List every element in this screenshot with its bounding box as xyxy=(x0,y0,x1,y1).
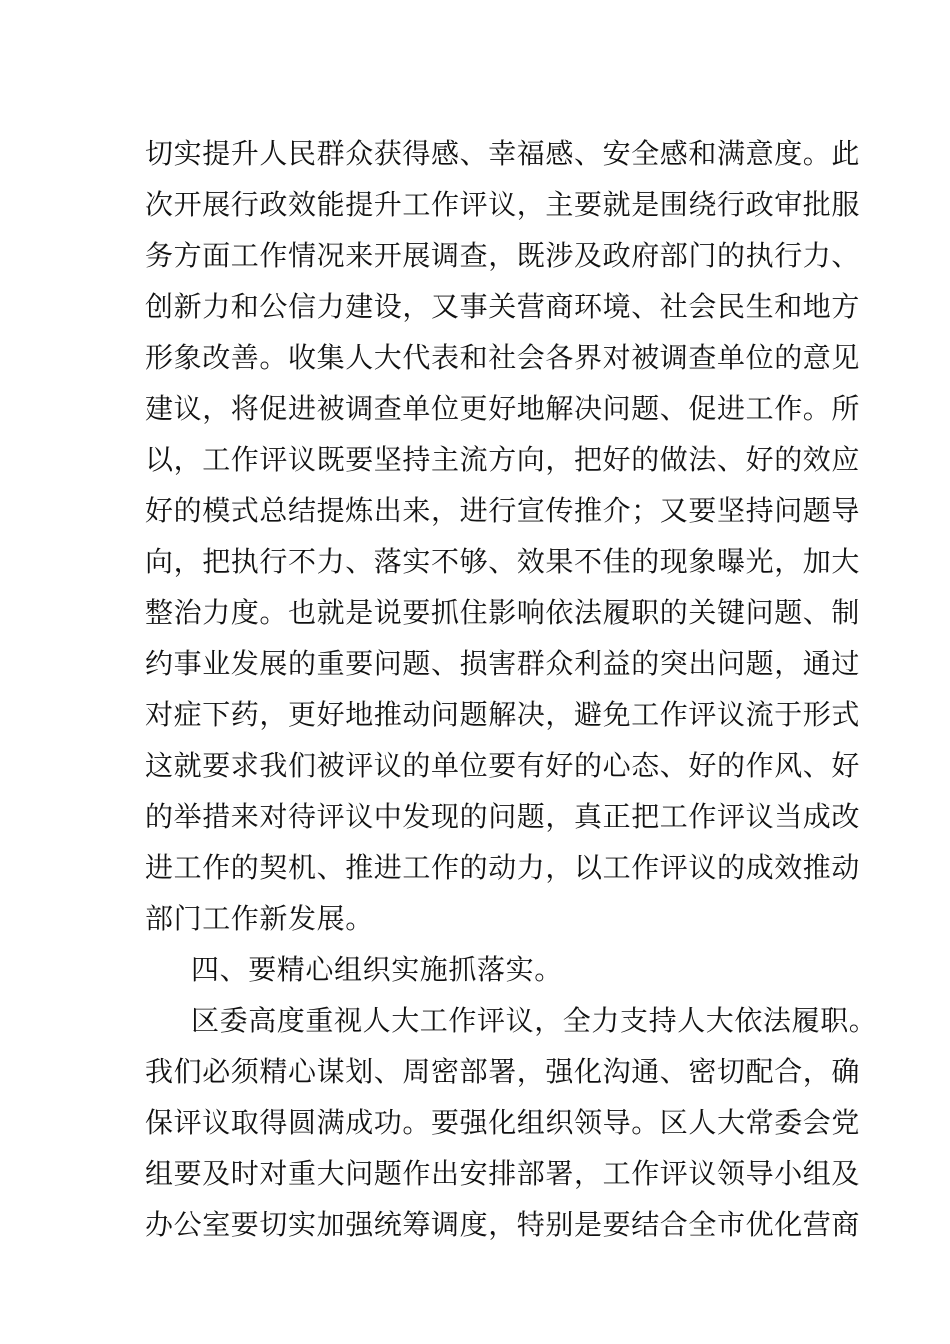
document-body xyxy=(145,128,878,1250)
paragraph-1-line-6: 建议，将促进被调查单位更好地解决问题、促进工作。所 xyxy=(145,392,861,425)
paragraph-1-line-3: 务方面工作情况来开展调查，既涉及政府部门的执行力、 xyxy=(145,239,861,272)
paragraph-2-line-1: 区委高度重视人大工作评议，全力支持人大依法履职。 xyxy=(191,1004,878,1037)
paragraph-1-line-7: 以，工作评议既要坚持主流方向，把好的做法、好的效应 xyxy=(145,443,861,476)
paragraph-1-line-5: 形象改善。收集人大代表和社会各界对被调查单位的意见 xyxy=(145,341,861,374)
paragraph-1-line-12: 对症下药，更好地推动问题解决，避免工作评议流于形式 xyxy=(145,698,861,731)
paragraph-1-line-2: 次开展行政效能提升工作评议，主要就是围绕行政审批服 xyxy=(145,188,861,221)
paragraph-1-line-16: 部门工作新发展。 xyxy=(145,902,374,935)
paragraph-1-line-14: 的举措来对待评议中发现的问题，真正把工作评议当成改 xyxy=(145,800,861,833)
section-heading-4: 四、要精心组织实施抓落实。 xyxy=(191,953,563,986)
paragraph-2-line-4: 组要及时对重大问题作出安排部署，工作评议领导小组及 xyxy=(145,1157,861,1190)
paragraph-1-line-15: 进工作的契机、推进工作的动力，以工作评议的成效推动 xyxy=(145,851,861,884)
paragraph-1-line-4: 创新力和公信力建设，又事关营商环境、社会民生和地方 xyxy=(145,290,861,323)
paragraph-1-line-8: 好的模式总结提炼出来，进行宣传推介；又要坚持问题导 xyxy=(145,494,861,527)
paragraph-1-line-10: 整治力度。也就是说要抓住影响依法履职的关键问题、制 xyxy=(145,596,861,629)
paragraph-2-line-5: 办公室要切实加强统筹调度，特别是要结合全市优化营商 xyxy=(145,1208,861,1241)
paragraph-1-line-13: 这就要求我们被评议的单位要有好的心态、好的作风、好 xyxy=(145,749,861,782)
paragraph-1-line-1: 切实提升人民群众获得感、幸福感、安全感和满意度。此 xyxy=(145,137,861,170)
paragraph-1-line-9: 向，把执行不力、落实不够、效果不佳的现象曝光，加大 xyxy=(145,545,861,578)
paragraph-2-line-3: 保评议取得圆满成功。要强化组织领导。区人大常委会党 xyxy=(145,1106,861,1139)
paragraph-1-line-11: 约事业发展的重要问题、损害群众利益的突出问题，通过 xyxy=(145,647,861,680)
paragraph-2-line-2: 我们必须精心谋划、周密部署，强化沟通、密切配合，确 xyxy=(145,1055,861,1088)
